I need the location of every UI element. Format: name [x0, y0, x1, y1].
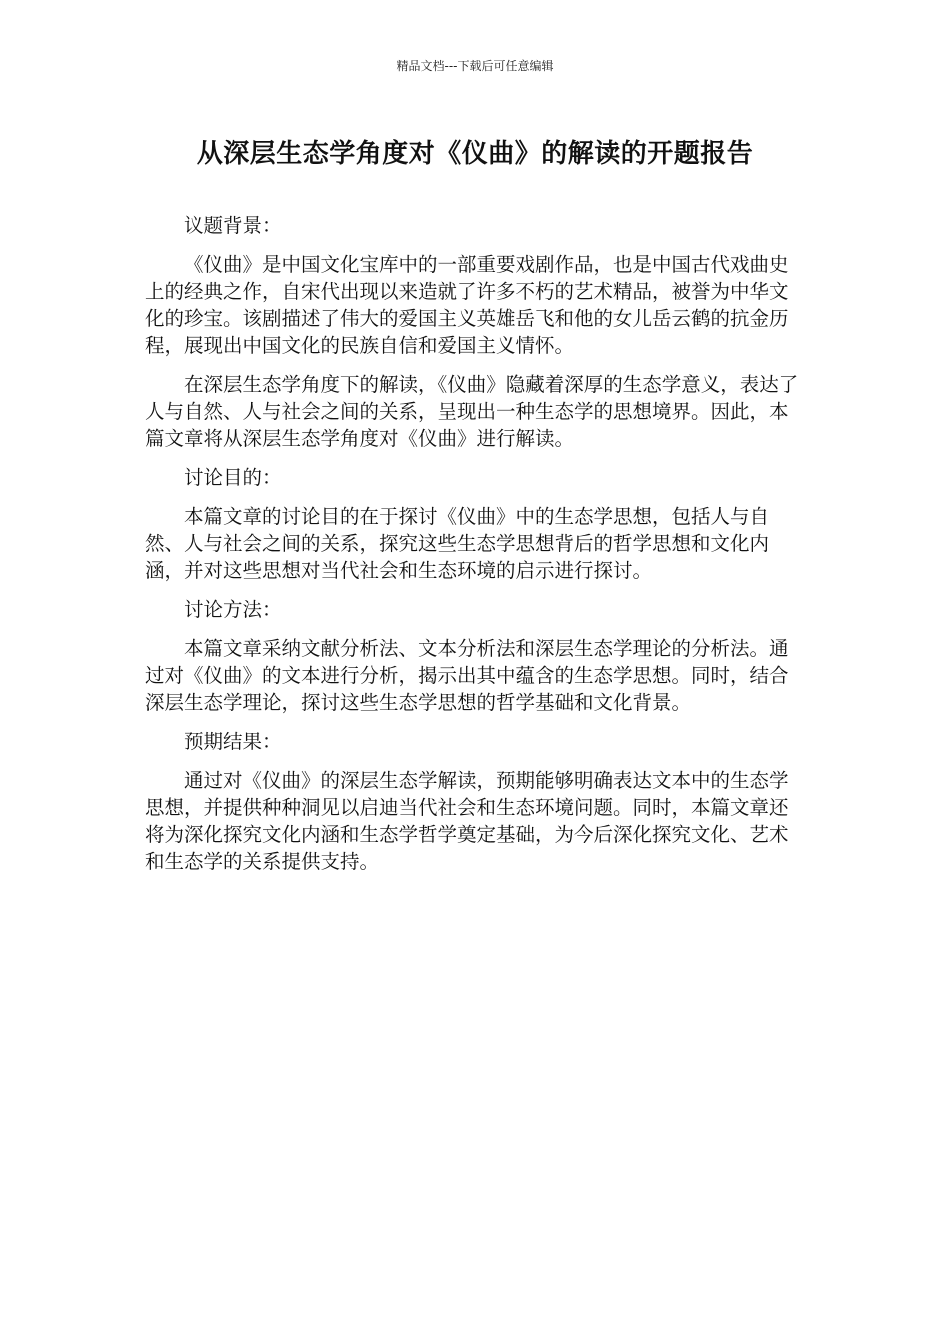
section-heading-purpose: 讨论目的：	[184, 466, 282, 489]
document-body	[145, 212, 805, 887]
paragraph-background-1: 《仪曲》是中国文化宝库中的一部重要戏剧作品，也是中国古代戏曲史上的经典之作，自宋代出现以来造就了许多不朽的艺术精品，被誉为中华文化的珍宝。该剧描述了伟大的爱国主义英雄岳飞和他的女儿岳云鹤的抗金历程，展现出中国文化的民族自信和爱国主义情怀。	[145, 253, 789, 357]
paragraph-background-2: 在深层生态学角度下的解读，《仪曲》隐藏着深厚的生态学意义，表达了人与自然、人与社会之间的关系，呈现出一种生态学的思想境界。因此，本篇文章将从深层生态学角度对《仪曲》进行解读。	[145, 373, 799, 450]
section-method	[145, 596, 805, 716]
section-heading-expected-results: 预期结果：	[184, 730, 282, 753]
paragraph-method-1: 本篇文章采纳文献分析法、文本分析法和深层生态学理论的分析法。通过对《仪曲》的文本进行分析，揭示出其中蕴含的生态学思想。同时，结合深层生态学理论，探讨这些生态学思想的哲学基础和文化背景。	[145, 637, 789, 714]
section-background	[145, 212, 805, 452]
document-title: 从深层生态学角度对《仪曲》的解读的开题报告	[196, 139, 754, 169]
paragraph-purpose-1: 本篇文章的讨论目的在于探讨《仪曲》中的生态学思想，包括人与自然、人与社会之间的关系，探究这些生态学思想背后的哲学思想和文化内涵，并对这些思想对当代社会和生态环境的启示进行探讨。	[145, 505, 770, 582]
paragraph-expected-results-1: 通过对《仪曲》的深层生态学解读，预期能够明确表达文本中的生态学思想，并提供种种洞见以启迪当代社会和生态环境问题。同时，本篇文章还将为深化探究文化内涵和生态学哲学奠定基础，为今后深化探究文化、艺术和生态学的关系提供支持。	[145, 769, 789, 873]
section-purpose	[145, 464, 805, 584]
page-header-note: 精品文档---下载后可任意编辑	[396, 59, 554, 73]
section-heading-method: 讨论方法：	[184, 598, 282, 621]
section-heading-background: 议题背景：	[184, 214, 282, 237]
section-expected-results	[145, 728, 805, 875]
